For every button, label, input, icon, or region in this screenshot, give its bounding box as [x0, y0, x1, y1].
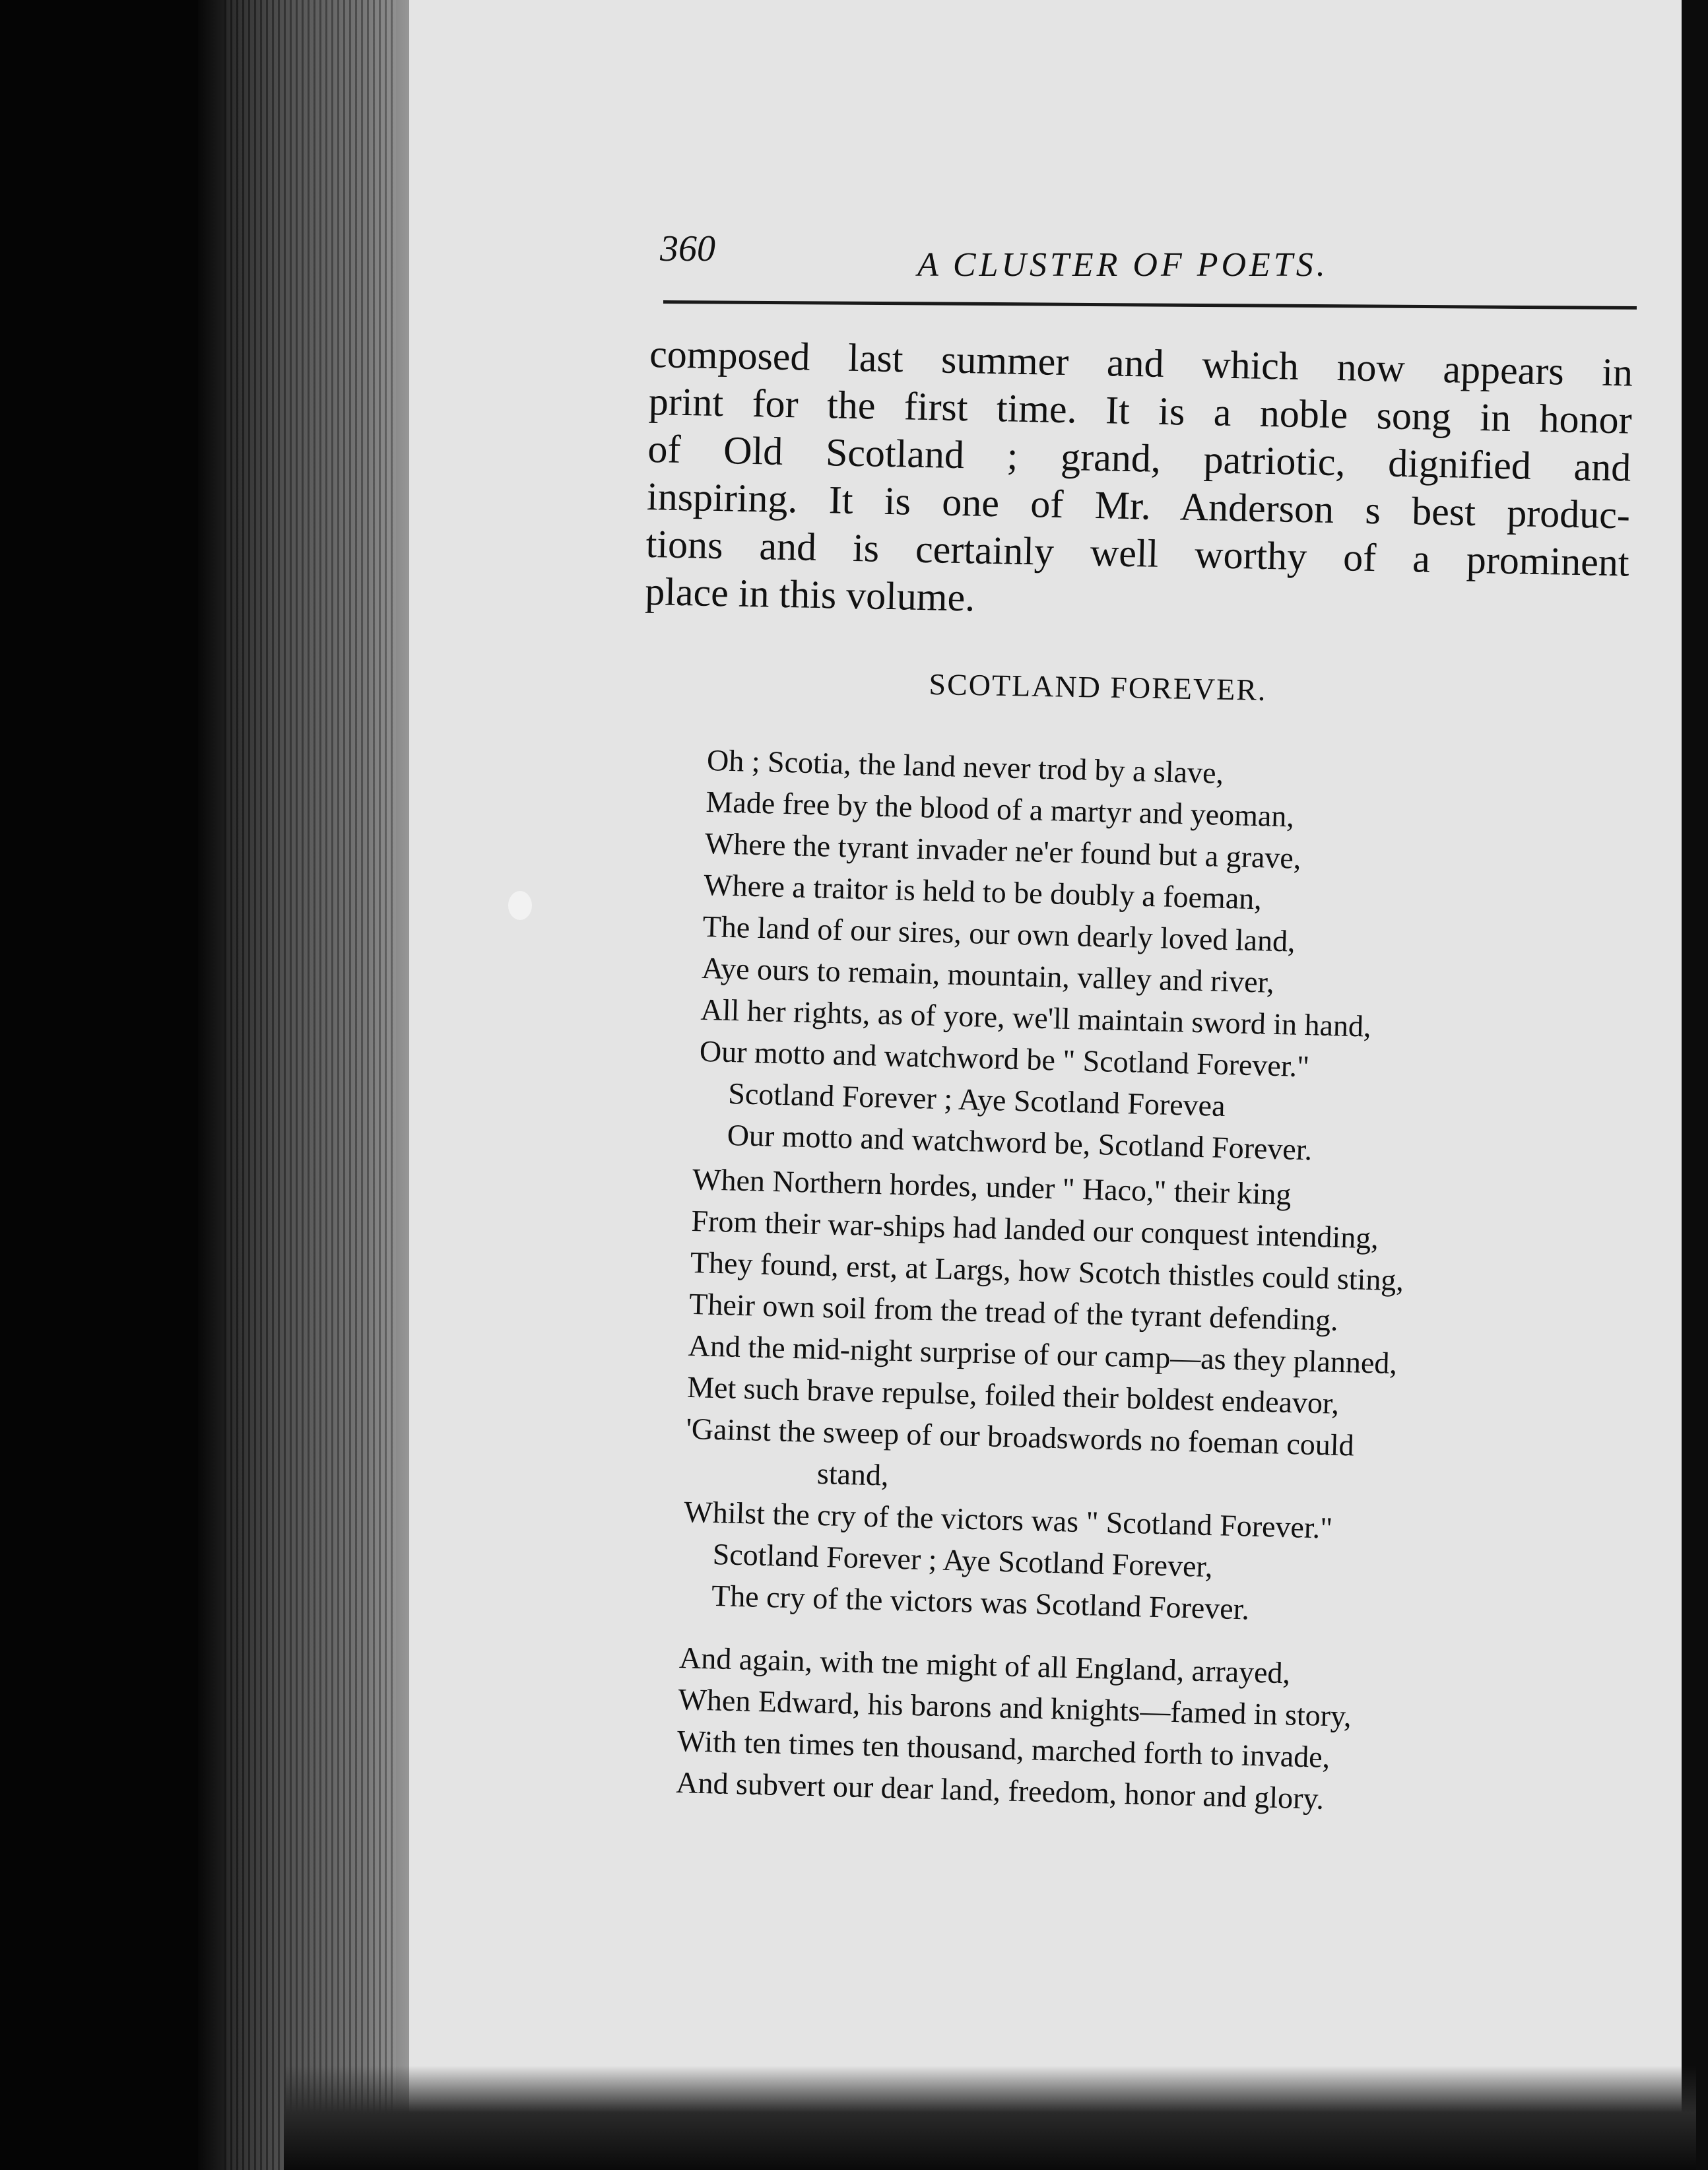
intro-line: of Old Scotland ; grand, patriotic, dignified and [647, 426, 1631, 490]
poem-refrain-line: Scotland Forever ; Aye Scotland Forevea [727, 1076, 1226, 1123]
poem-line: And subvert our dear land, freedom, honor and glory. [675, 1765, 1325, 1816]
page-edge-texture [224, 0, 396, 2170]
poem-line: Where a traitor is held to be doubly a foeman, [703, 867, 1263, 916]
poem-line: Our motto and watchword be " Scotland Forever." [699, 1034, 1310, 1084]
intro-paragraph [645, 330, 1633, 634]
poem-refrain-line: Our motto and watchword be, Scotland Forever. [727, 1117, 1313, 1167]
page-number: 360 [660, 228, 715, 269]
intro-line: composed last summer and which now appears in [649, 331, 1633, 395]
poem-refrain-line: Scotland Forever ; Aye Scotland Forever, [712, 1536, 1214, 1584]
poem-line: With ten times ten thousand, marched forth to invade, [676, 1723, 1330, 1774]
paper-speck [508, 891, 532, 920]
poem-line: Whilst the cry of the victors was " Scotland Forever." [683, 1494, 1333, 1545]
poem-line: When Northern hordes, under " Haco," their king [692, 1162, 1292, 1211]
poem-line: All her rights, as of yore, we'll maintain sword in hand, [700, 992, 1372, 1043]
running-title: A CLUSTER OF POETS. [917, 246, 1329, 284]
intro-line: print for the first time. It is a noble song in honor [648, 379, 1633, 442]
poem-line: They found, erst, at Largs, how Scotch thistles could sting, [690, 1245, 1404, 1298]
poem-line: From their war-ships had landed our conquest intending, [690, 1203, 1379, 1255]
poem-stanza-3 [676, 1637, 1353, 1820]
poem-refrain-line: The cry of the victors was Scotland Forever. [711, 1578, 1250, 1626]
poem-line: The land of our sires, our own dearly loved land, [702, 909, 1296, 958]
poem-line: Their own soil from the tread of the tyrant defending. [688, 1286, 1339, 1337]
intro-line: tions and is certainly well worthy of a prominent [645, 521, 1630, 585]
poem-line: Oh ; Scotia, the land never trod by a slave, [706, 742, 1224, 790]
poem-title: SCOTLAND FOREVER. [929, 667, 1267, 707]
poem-stanza-2 [681, 1158, 1406, 1633]
poem-line: Made free by the blood of a martyr and yeoman, [705, 784, 1295, 834]
poem-line: And the mid-night surprise of our camp—as they planned, [688, 1328, 1398, 1381]
poem-line: And again, with tne might of all England, arrayed, [678, 1640, 1291, 1690]
right-book-edge [1682, 0, 1708, 2170]
poem-line-continuation: stand, [816, 1456, 890, 1492]
poem-line: When Edward, his barons and knights—famed in story, [677, 1682, 1352, 1733]
poem-line: Where the tyrant invader ne'er found but a grave, [704, 826, 1301, 875]
poem-line: Met such brave repulse, foiled their boldest endeavor, [686, 1369, 1340, 1420]
poem-stanza-1 [697, 739, 1378, 1172]
poem-line: 'Gainst the sweep of our broadswords no foeman could [685, 1411, 1355, 1463]
intro-line: place in this volume. [644, 569, 975, 620]
poem-line: Aye ours to remain, mountain, valley and river, [701, 950, 1275, 999]
bottom-shadow [284, 2066, 1696, 2170]
intro-line: inspiring. It is one of Mr. Anderson s best produc- [646, 474, 1631, 537]
